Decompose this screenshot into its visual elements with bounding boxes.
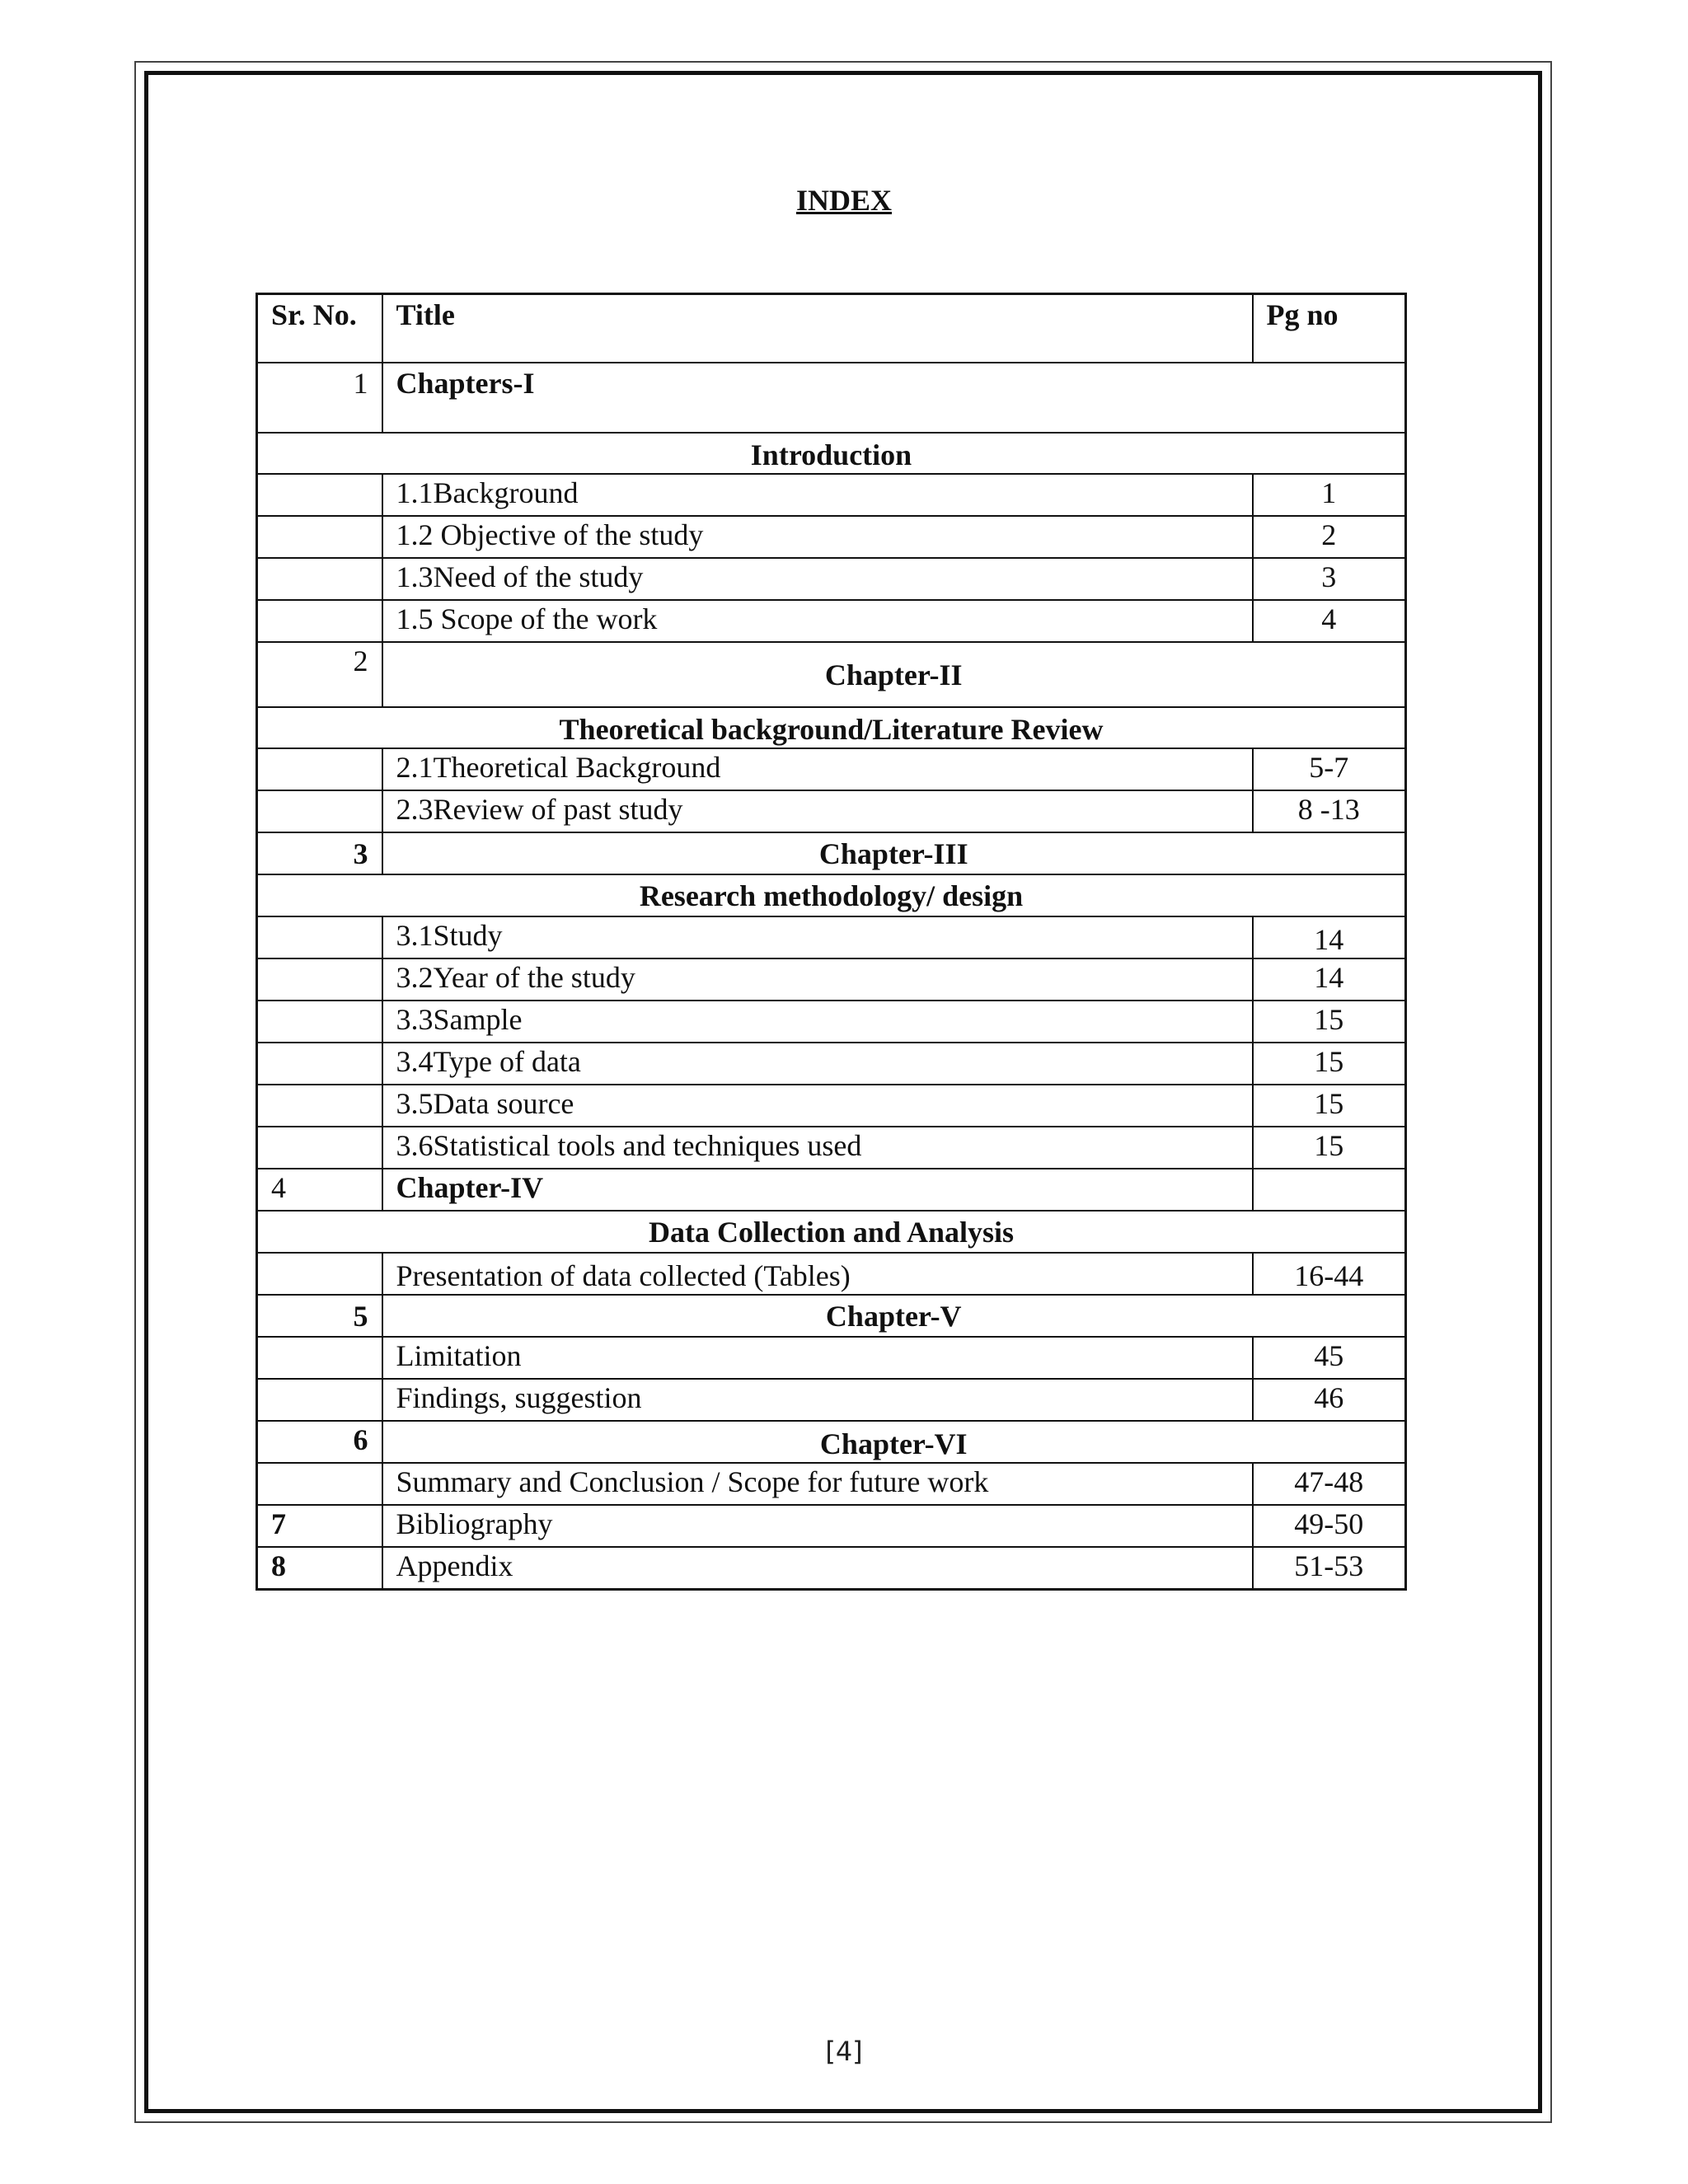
chapter-title-cell: Chapter-IV	[382, 1169, 1253, 1211]
section-heading-row	[257, 707, 1406, 748]
table-row	[257, 790, 1406, 832]
table-row	[257, 748, 1406, 790]
chapter-title-cell: Chapter-III	[382, 832, 1406, 874]
sr-no-cell	[257, 1043, 382, 1085]
page-cell: 15	[1253, 1043, 1406, 1085]
title-cell: 2.1Theoretical Background	[382, 748, 1253, 790]
page-cell: 45	[1253, 1337, 1406, 1379]
page-cell: 16-44	[1253, 1253, 1406, 1295]
sr-no-cell: 4	[257, 1169, 382, 1211]
sr-no-cell	[257, 516, 382, 558]
sr-no-cell: 8	[257, 1547, 382, 1590]
page-cell	[1253, 1169, 1406, 1211]
index-table	[256, 293, 1407, 1591]
table-row	[257, 1337, 1406, 1379]
page-cell: 49-50	[1253, 1505, 1406, 1547]
table-row	[257, 1463, 1406, 1505]
page-cell: 14	[1253, 916, 1406, 958]
table-row	[257, 363, 1406, 433]
sr-no-cell	[257, 958, 382, 1001]
sr-no-cell	[257, 1001, 382, 1043]
table-row	[257, 832, 1406, 874]
title-cell: 1.3Need of the study	[382, 558, 1253, 600]
page-cell: 15	[1253, 1085, 1406, 1127]
table-row	[257, 1505, 1406, 1547]
table-row	[257, 1043, 1406, 1085]
sr-no-cell: 3	[257, 832, 382, 874]
sr-no-cell	[257, 600, 382, 642]
title-cell: 1.2 Objective of the study	[382, 516, 1253, 558]
page-cell: 1	[1253, 474, 1406, 516]
sr-no-cell	[257, 790, 382, 832]
title-cell: Summary and Conclusion / Scope for future work	[382, 1463, 1253, 1505]
sr-no-cell: 1	[257, 363, 382, 433]
table-row	[257, 1295, 1406, 1337]
page-cell: 46	[1253, 1379, 1406, 1421]
title-cell: Bibliography	[382, 1505, 1253, 1547]
sr-no-cell: 7	[257, 1505, 382, 1547]
page-cell: 15	[1253, 1001, 1406, 1043]
title-cell: 3.6Statistical tools and techniques used	[382, 1127, 1253, 1169]
page-cell: 8 -13	[1253, 790, 1406, 832]
page-number: [4]	[825, 2036, 863, 2067]
table-row	[257, 1127, 1406, 1169]
sr-no-cell	[257, 1463, 382, 1505]
header-title: Title	[382, 294, 1253, 363]
section-heading-cell: Introduction	[257, 433, 1406, 474]
sr-no-cell	[257, 916, 382, 958]
title-cell: 1.1Background	[382, 474, 1253, 516]
table-row	[257, 958, 1406, 1001]
page-cell: 51-53	[1253, 1547, 1406, 1590]
page-cell: 3	[1253, 558, 1406, 600]
title-cell: 3.5Data source	[382, 1085, 1253, 1127]
chapter-title-cell: Chapter-V	[382, 1295, 1406, 1337]
table-row	[257, 600, 1406, 642]
sr-no-cell: 2	[257, 642, 382, 707]
title-cell: 2.3Review of past study	[382, 790, 1253, 832]
title-cell: Presentation of data collected (Tables)	[382, 1253, 1253, 1295]
title-cell: Limitation	[382, 1337, 1253, 1379]
table-row	[257, 516, 1406, 558]
table-row	[257, 1001, 1406, 1043]
sr-no-cell	[257, 1253, 382, 1295]
sr-no-cell	[257, 1379, 382, 1421]
page-cell: 4	[1253, 600, 1406, 642]
table-header-row	[257, 294, 1406, 363]
title-cell: 3.1Study	[382, 916, 1253, 958]
sr-no-cell: 6	[257, 1421, 382, 1463]
chapter-title-cell: Chapter-VI	[382, 1421, 1406, 1463]
page-cell: 47-48	[1253, 1463, 1406, 1505]
page-cell: 15	[1253, 1127, 1406, 1169]
sr-no-cell	[257, 1127, 382, 1169]
title-cell: Findings, suggestion	[382, 1379, 1253, 1421]
sr-no-cell	[257, 1337, 382, 1379]
chapter-title-cell: Chapters-I	[382, 363, 1406, 433]
section-heading-cell: Data Collection and Analysis	[257, 1211, 1406, 1253]
page-title: INDEX	[795, 184, 892, 217]
table-row	[257, 1085, 1406, 1127]
sr-no-cell	[257, 474, 382, 516]
title-cell: Appendix	[382, 1547, 1253, 1590]
title-cell: 1.5 Scope of the work	[382, 600, 1253, 642]
header-sr-no: Sr. No.	[257, 294, 382, 363]
table-row	[257, 642, 1406, 707]
page-cell: 2	[1253, 516, 1406, 558]
section-heading-row	[257, 433, 1406, 474]
section-heading-row	[257, 1211, 1406, 1253]
section-heading-cell: Research methodology/ design	[257, 874, 1406, 916]
title-cell: 3.3Sample	[382, 1001, 1253, 1043]
page-cell: 14	[1253, 958, 1406, 1001]
sr-no-cell	[257, 748, 382, 790]
section-heading-cell: Theoretical background/Literature Review	[257, 707, 1406, 748]
sr-no-cell: 5	[257, 1295, 382, 1337]
table-row	[257, 558, 1406, 600]
table-row	[257, 1547, 1406, 1590]
sr-no-cell	[257, 558, 382, 600]
title-cell: 3.4Type of data	[382, 1043, 1253, 1085]
table-row	[257, 1169, 1406, 1211]
table-row	[257, 1253, 1406, 1295]
page-cell: 5-7	[1253, 748, 1406, 790]
section-heading-row	[257, 874, 1406, 916]
chapter-title-cell: Chapter-II	[382, 642, 1406, 707]
title-cell: 3.2Year of the study	[382, 958, 1253, 1001]
table-row	[257, 916, 1406, 958]
table-row	[257, 474, 1406, 516]
table-row	[257, 1379, 1406, 1421]
sr-no-cell	[257, 1085, 382, 1127]
table-row	[257, 1421, 1406, 1463]
header-page-no: Pg no	[1253, 294, 1406, 363]
